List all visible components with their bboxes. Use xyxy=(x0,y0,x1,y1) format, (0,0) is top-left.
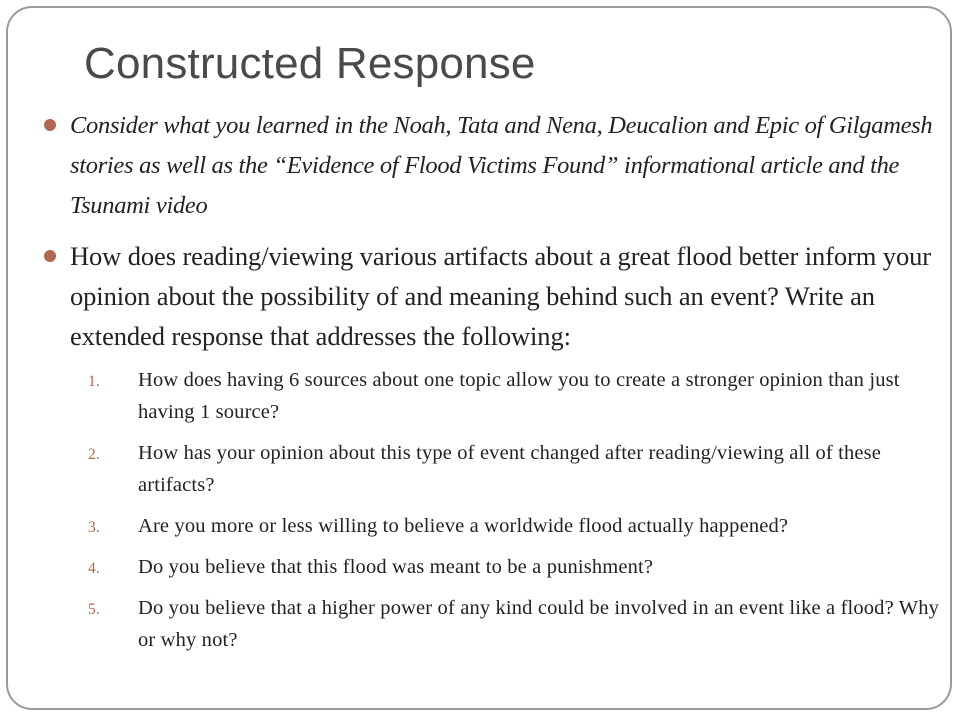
slide-title: Constructed Response xyxy=(84,39,536,88)
question-text: Are you more or less willing to believe a worldwide flood actually happened? xyxy=(138,515,789,537)
question-item xyxy=(42,364,942,428)
bullet-text: How does reading/viewing various artifacts about a great flood better inform your opinion about the possibility of and meaning behind such an event? Write an extended response that addresses the following: xyxy=(70,241,931,351)
question-item xyxy=(42,551,942,583)
question-number: 4. xyxy=(88,560,100,577)
question-item xyxy=(42,510,942,542)
slide-frame xyxy=(6,6,952,710)
question-number: 3. xyxy=(88,519,100,536)
bullet-text: Consider what you learned in the Noah, Tata and Nena, Deucalion and Epic of Gilgamesh stories as well as the “Evidence of Flood Victims Found” informational article and the Tsunami video xyxy=(70,112,933,219)
question-item xyxy=(42,592,942,656)
question-list xyxy=(42,364,942,656)
question-text: Do you believe that a higher power of any kind could be involved in an event like a flood? Why or why not? xyxy=(138,597,940,651)
question-number: 5. xyxy=(88,601,100,618)
bullet-dot-icon xyxy=(44,250,56,262)
question-number: 1. xyxy=(88,373,100,390)
bullet-item-context xyxy=(42,106,942,226)
question-text: How does having 6 sources about one topic allow you to create a stronger opinion than just having 1 source? xyxy=(138,369,900,423)
question-text: How has your opinion about this type of event changed after reading/viewing all of these artifacts? xyxy=(138,442,882,496)
bullet-item-prompt xyxy=(42,236,942,356)
bullet-dot-icon xyxy=(44,119,56,131)
question-number: 2. xyxy=(88,446,100,463)
question-text: Do you believe that this flood was meant to be a punishment? xyxy=(138,556,654,578)
slide-content xyxy=(42,106,942,665)
question-item xyxy=(42,437,942,501)
